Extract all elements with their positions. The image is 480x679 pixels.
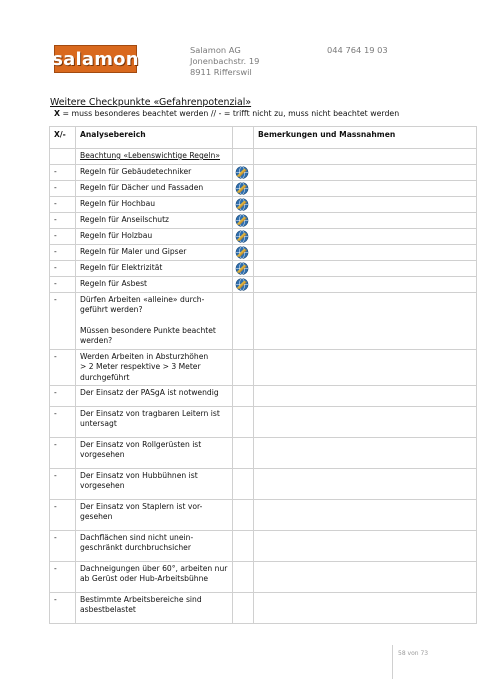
table-row: - Regeln für Hochbau (50, 196, 477, 212)
globe-link-icon[interactable] (235, 214, 249, 227)
globe-link-icon[interactable] (235, 262, 249, 275)
table-row: - Der Einsatz der PASgA ist notwendig (50, 386, 477, 407)
table-row: - Regeln für Gebäudetechniker (50, 164, 477, 180)
table-row: - Der Einsatz von Rollgerüsten ist vorgesehen (50, 437, 477, 468)
company-logo: salamon (54, 45, 137, 73)
table-header: X/- Analysebereich Bemerkungen und Massnahmen (50, 127, 477, 149)
table-row: - Regeln für Anseilschutz (50, 212, 477, 228)
company-name: Salamon AG (190, 45, 241, 55)
table-row: - Regeln für Asbest (50, 276, 477, 292)
section-row (50, 149, 477, 165)
company-street: Jonenbachstr. 19 (190, 56, 260, 66)
company-address (190, 45, 259, 78)
footer-divider (392, 645, 393, 679)
globe-link-icon[interactable] (235, 198, 249, 211)
table-row: - Der Einsatz von Staplern ist vor- gesehen (50, 499, 477, 530)
globe-link-icon[interactable] (235, 182, 249, 195)
checklist-table (49, 126, 477, 624)
table-row: - Regeln für Holzbau (50, 228, 477, 244)
globe-link-icon[interactable] (235, 230, 249, 243)
page-title: Weitere Checkpunkte «Gefahrenpotenzial» (50, 97, 252, 108)
table-row: - Der Einsatz von Hubbühnen ist vorgesehen (50, 468, 477, 499)
globe-link-icon[interactable] (235, 246, 249, 259)
section-title: Beachtung «Lebenswichtige Regeln» (80, 151, 221, 160)
globe-link-icon[interactable] (235, 166, 249, 179)
table-row: - Regeln für Maler und Gipser (50, 244, 477, 260)
company-city: 8911 Rifferswil (190, 67, 252, 77)
legend: X = muss besonderes beachtet werden // - = trifft nicht zu, muss nicht beachtet werden (54, 109, 400, 118)
table-row: - Dürfen Arbeiten «alleine» durch- geführt werden? Müssen besondere Punkte beachtet werden? (50, 292, 477, 349)
globe-link-icon[interactable] (235, 278, 249, 291)
table-row: - Regeln für Elektrizität (50, 260, 477, 276)
table-row: - Dachflächen sind nicht unein- geschränkt durchbruchsicher (50, 530, 477, 561)
page-number: 58 von 73 (398, 650, 429, 657)
table-row: - Werden Arbeiten in Absturzhöhen > 2 Meter respektive > 3 Meter durchgeführt (50, 349, 477, 386)
company-phone: 044 764 19 03 (327, 45, 388, 55)
table-row: - Bestimmte Arbeitsbereiche sind asbestbelastet (50, 592, 477, 623)
table-row: - Dachneigungen über 60°, arbeiten nur ab Gerüst oder Hub-Arbeitsbühne (50, 561, 477, 592)
table-row: - Der Einsatz von tragbaren Leitern ist untersagt (50, 406, 477, 437)
table-row: - Regeln für Dächer und Fassaden (50, 180, 477, 196)
